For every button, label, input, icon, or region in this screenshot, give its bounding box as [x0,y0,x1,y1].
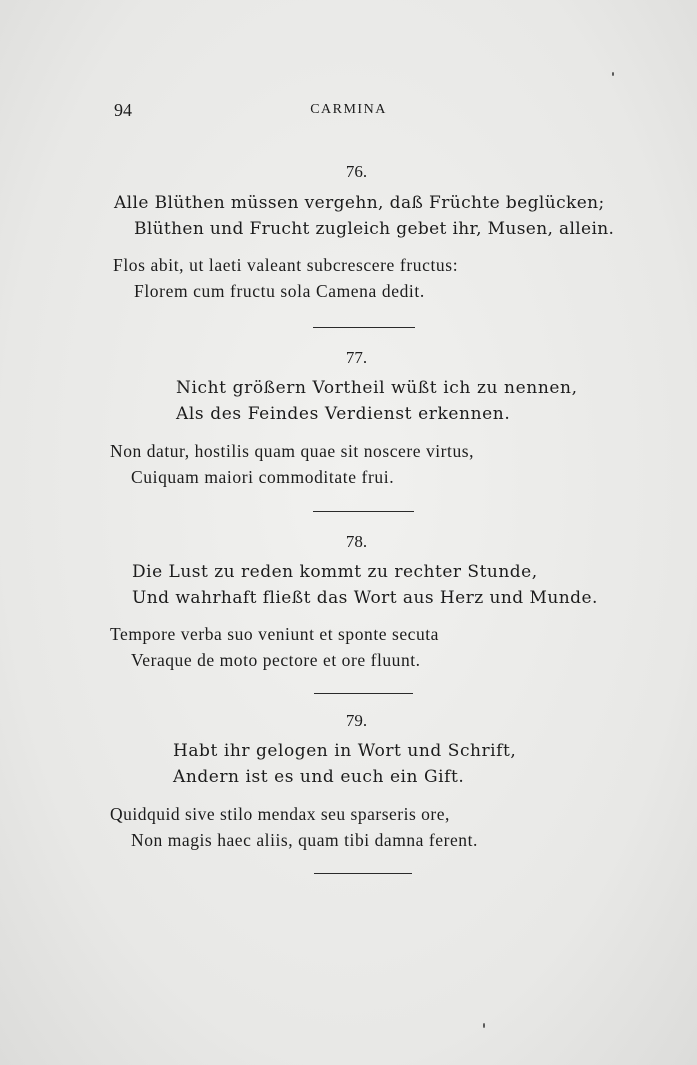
epigram-76 [0,160,697,304]
paper-speck [483,1023,485,1028]
epigram-number: 78. [345,532,368,551]
separator-rule [314,693,413,694]
german-verse-line: Andern ist es und euch ein Gift. [173,767,465,787]
page-header [0,96,697,126]
latin-verse-line: Quidquid sive stilo mendax seu sparseris ore, [110,804,450,824]
epigram-79 [0,709,697,853]
paper-speck [612,72,614,76]
latin-verse-line: Cuiquam maiori commoditate frui. [131,467,395,487]
separator-rule [313,511,414,512]
epigram-number: 76. [345,162,368,181]
separator-rule [313,327,415,328]
latin-verse-line: Tempore verba suo veniunt et sponte secuta [110,624,439,644]
latin-verse-line: Flos abit, ut laeti valeant subcrescere fructus: [113,255,459,275]
epigram-number: 79. [345,711,368,730]
latin-verse-line: Non datur, hostilis quam quae sit noscere virtus, [110,441,475,461]
german-verse-line: Habt ihr gelogen in Wort und Schrift, [173,741,517,761]
page-number: 94 [114,100,132,120]
german-verse-line: Als des Feindes Verdienst erkennen. [176,404,511,424]
latin-verse-line: Non magis haec aliis, quam tibi damna ferent. [131,830,478,850]
latin-verse-line: Florem cum fructu sola Camena dedit. [134,281,425,301]
german-verse-line: Alle Blüthen müssen vergehn, daß Früchte beglücken; [114,193,605,213]
german-verse-line: Die Lust zu reden kommt zu rechter Stunde, [132,562,538,582]
epigram-number: 77. [345,348,368,367]
latin-verse-line: Veraque de moto pectore et ore fluunt. [131,650,421,670]
german-verse-line: Und wahrhaft fließt das Wort aus Herz und Munde. [132,588,598,608]
running-head: CARMINA [310,102,387,117]
german-verse-line: Nicht größern Vortheil wüßt ich zu nennen, [176,378,578,398]
epigram-77 [0,346,697,490]
epigram-78 [0,530,697,673]
separator-rule [314,873,412,874]
german-verse-line: Blüthen und Frucht zugleich gebet ihr, Musen, allein. [134,219,615,239]
